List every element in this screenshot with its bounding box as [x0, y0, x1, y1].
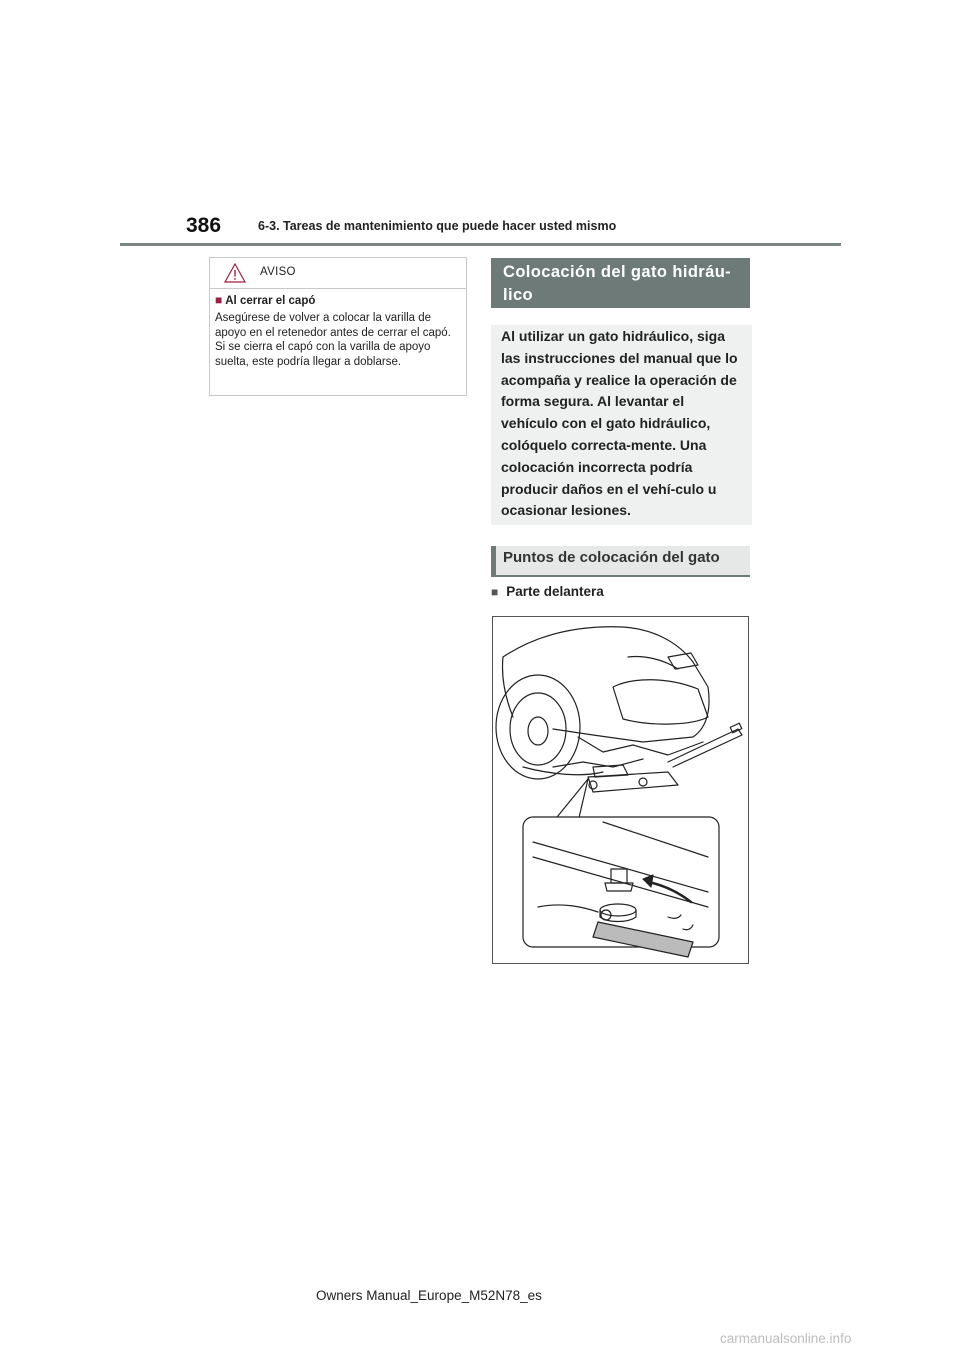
warning-header — [210, 258, 466, 289]
jack-placement-figure — [492, 616, 749, 964]
square-bullet-icon: ■ — [491, 585, 499, 599]
watermark: carmanualsonline.info — [720, 1331, 852, 1346]
page-number: 386 — [186, 214, 222, 237]
subheading-front: ■ Parte delantera — [491, 584, 604, 599]
manual-code: Owners Manual_Europe_M52N78_es — [316, 1288, 542, 1303]
warning-body: Asegúrese de volver a colocar la varilla de apoyo en el retenedor antes de cerrar el capó. Si se cierra el capó con la varilla de apoyo suelta, este podría llegar a doblarse. — [215, 312, 451, 369]
warning-title: AVISO — [260, 266, 296, 278]
car-jack-placement-illustration — [493, 617, 748, 963]
warning-subheading: ■ Al cerrar el capó — [215, 293, 316, 307]
header-rule — [120, 243, 841, 246]
chapter-title: 6-3. Tareas de mantenimiento que puede hacer usted mismo — [258, 219, 617, 233]
section-heading-jack: Colocación del gato hidráu-lico — [491, 258, 750, 308]
square-bullet-icon: ■ — [215, 293, 223, 307]
info-panel: Al utilizar un gato hidráulico, siga las instrucciones del manual que lo acompaña y realice la operación de forma segura. Al levantar el vehículo con el gato hidráulico, colóquelo correcta-mente. Una colocación incorrecta podría producir daños en el vehí-culo u ocasionar lesiones. — [491, 325, 752, 525]
section-heading-jack-points: Puntos de colocación del gato — [491, 546, 750, 577]
heading-accent-bar — [491, 546, 496, 577]
warning-triangle-icon — [224, 263, 246, 283]
warning-box — [209, 257, 467, 396]
